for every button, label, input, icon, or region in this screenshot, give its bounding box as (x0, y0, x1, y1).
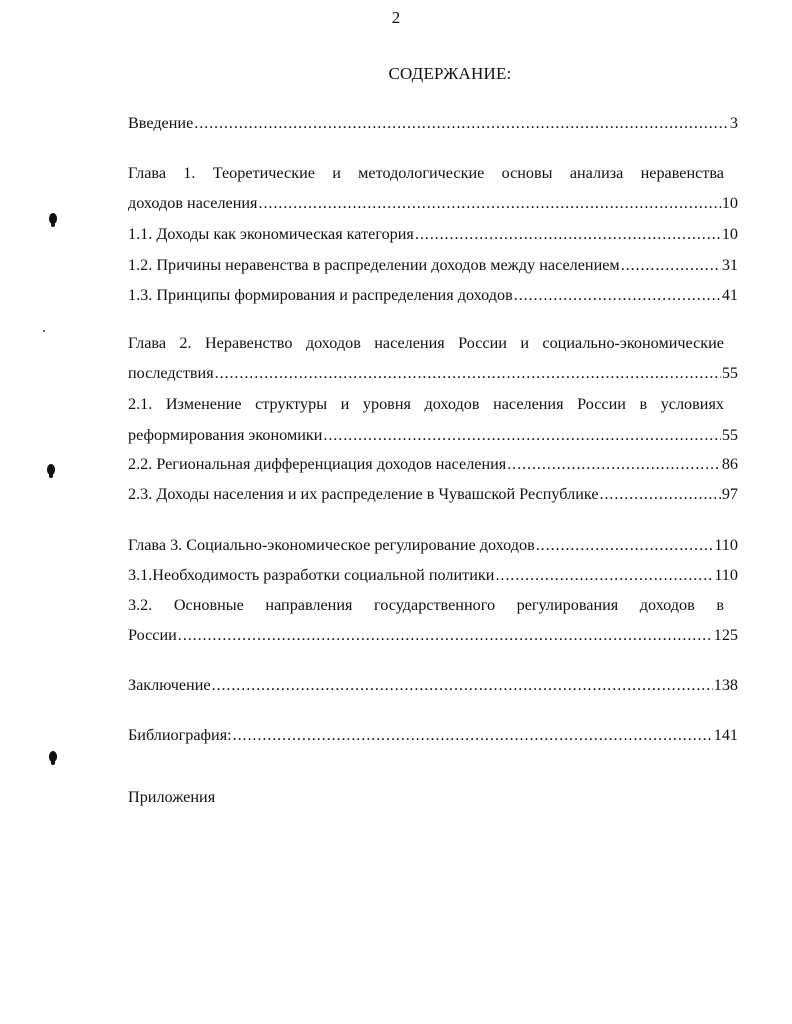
toc-section-3-2-title: 3.2. Основные направления государственного регулирования доходов в (128, 596, 724, 614)
toc-section-2-1-title: 2.1. Изменение структуры и уровня доходов населения России в условиях (128, 395, 724, 413)
toc-entry-title: 3.1.Необходимость разработки социальной политики (128, 566, 495, 584)
binding-hole-mark (49, 213, 57, 224)
toc-entry-page: 110 (714, 536, 738, 554)
toc-entry-2-1 (128, 424, 738, 446)
toc-entry-bibliography (128, 724, 738, 746)
toc-entry-page: 3 (729, 114, 738, 132)
toc-entry-conclusion (128, 674, 738, 696)
toc-entry-page: 55 (721, 364, 738, 382)
toc-entry-1-3 (128, 284, 738, 306)
toc-entry-page: 55 (721, 426, 738, 444)
toc-entry-title: Заключение (128, 676, 211, 694)
toc-entry-3-2 (128, 624, 738, 646)
toc-entry-title: последствия (128, 364, 214, 382)
toc-entry-page: 110 (714, 566, 738, 584)
toc-entry-title: 1.3. Принципы формирования и распределения доходов (128, 286, 513, 304)
toc-chapter-1-title: Глава 1. Теоретические и методологические основы анализа неравенства (128, 164, 724, 182)
toc-entry-page: 141 (713, 726, 738, 744)
toc-entry-chapter-2 (128, 362, 738, 384)
binding-hole-mark (47, 464, 55, 475)
toc-entry-title: Глава 3. Социально-экономическое регулирование доходов (128, 536, 535, 554)
toc-entry-chapter-3 (128, 534, 738, 556)
toc-entry-title: Библиография: (128, 726, 232, 744)
toc-entry-2-2 (128, 453, 738, 475)
binding-hole-mark (49, 751, 57, 762)
scan-speck (43, 330, 45, 332)
toc-heading: СОДЕРЖАНИЕ: (388, 64, 512, 83)
toc-entry-page: 86 (721, 455, 738, 473)
toc-entry-page: 31 (721, 256, 738, 274)
toc-entry-page: 97 (721, 485, 738, 503)
toc-entry-appendix (128, 786, 738, 808)
toc-entry-page: 125 (713, 626, 738, 644)
toc-entry-title: 1.1. Доходы как экономическая категория (128, 225, 414, 243)
toc-entry-1-1 (128, 223, 738, 245)
toc-entry-title: 2.3. Доходы населения и их распределение в Чувашской Республике (128, 485, 599, 503)
toc-entry-page: 138 (713, 676, 738, 694)
toc-entry-intro (128, 112, 738, 134)
toc-chapter-2-title: Глава 2. Неравенство доходов населения России и социально-экономические (128, 334, 724, 352)
toc-entry-page: 41 (721, 286, 738, 304)
toc-entry-1-2 (128, 254, 738, 276)
toc-entry-page: 10 (721, 225, 738, 243)
page-number: 2 (391, 8, 401, 27)
toc-entry-title: реформирования экономики (128, 426, 323, 444)
toc-entry-title: России (128, 626, 177, 644)
toc-entry-3-1 (128, 564, 738, 586)
toc-entry-title: 2.2. Региональная дифференциация доходов населения (128, 455, 507, 473)
toc-entry-chapter-1 (128, 192, 738, 214)
toc-entry-title: 1.2. Причины неравенства в распределении доходов между населением (128, 256, 620, 274)
toc-entry-title: Введение (128, 114, 194, 132)
toc-entry-page: 10 (721, 194, 738, 212)
toc-entry-title: доходов населения (128, 194, 258, 212)
toc-entry-2-3 (128, 483, 738, 505)
toc-entry-title: Приложения (128, 788, 216, 806)
